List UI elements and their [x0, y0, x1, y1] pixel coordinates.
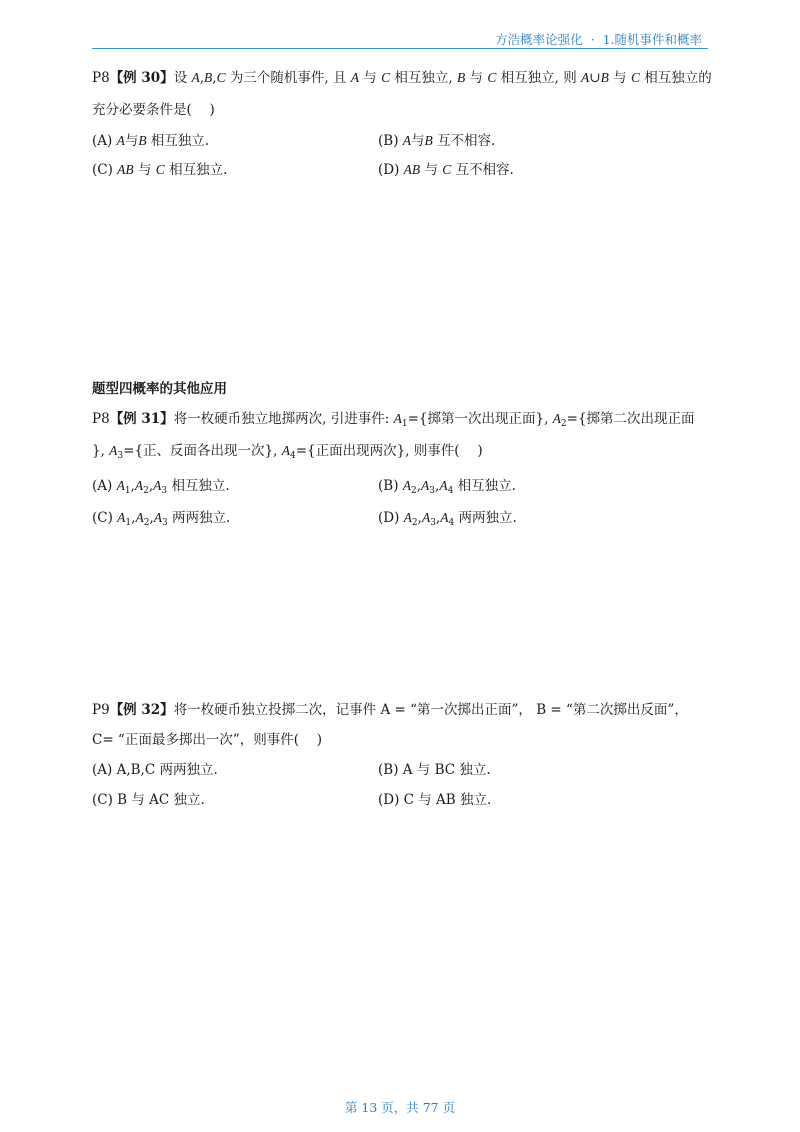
- option-var: A: [117, 510, 126, 525]
- option-text: 与: [411, 133, 425, 149]
- q31-var: A: [552, 411, 561, 426]
- q32-text: 将一枚硬币独立投掷二次，记事件 A = “第一次掷出正面”， B = “第二次掷出反面”，: [173, 702, 688, 718]
- q30-var: B: [600, 70, 609, 85]
- q30-t: 相互独立,: [390, 70, 457, 86]
- option-sub: 4: [448, 518, 455, 528]
- q31-var: A: [109, 443, 118, 458]
- page-header: [92, 28, 708, 49]
- option-text: 与: [124, 133, 139, 149]
- option-var: A: [134, 478, 144, 493]
- q30-var: C: [630, 70, 640, 85]
- header-separator: ·: [590, 32, 595, 47]
- q32-option-b[interactable]: (B) A 与 BC 独立.: [378, 762, 491, 778]
- q30-var: A: [581, 70, 590, 85]
- q30-var: C: [487, 70, 497, 85]
- option-text: 与: [424, 162, 438, 178]
- q31-text: 将一枚硬币独立地掷两次, 引进事件:: [173, 411, 394, 427]
- option-sub: 1: [125, 518, 132, 528]
- q30-t: ,: [212, 70, 217, 86]
- q31-sub: 4: [289, 451, 296, 461]
- q31-text: },: [92, 443, 110, 459]
- option-var: A: [116, 133, 125, 148]
- option-var: A: [116, 478, 125, 493]
- q30-var: A: [191, 70, 200, 85]
- option-var: B: [138, 133, 147, 148]
- q31-line2: [92, 441, 483, 466]
- option-var: C: [155, 162, 165, 177]
- q31-option-c[interactable]: (C) $A_1,A_2,A_3$ 两两独立.: [92, 510, 231, 528]
- header-chapter: 1.随机事件和概率: [602, 32, 702, 47]
- option-sub: 3: [429, 486, 436, 496]
- q30-option-d[interactable]: [378, 160, 514, 180]
- q32-option-c[interactable]: (C) B 与 AC 独立.: [92, 792, 205, 808]
- q32-prefix: P9: [92, 702, 110, 718]
- q30-t: 设: [173, 70, 192, 86]
- q30-t: 相互独立的: [639, 70, 712, 86]
- option-sub: 2: [411, 486, 417, 496]
- option-label: (C): [92, 162, 113, 178]
- option-var: A: [421, 478, 430, 493]
- q30-t: 与: [359, 70, 382, 86]
- option-text: 两两独立.: [458, 510, 517, 526]
- q31-text: ={掷第二次出现正面: [566, 411, 695, 427]
- q30-union: ∪: [589, 70, 601, 86]
- q31-tag: 【例 31】: [109, 411, 174, 427]
- q30-var: B: [204, 70, 213, 85]
- q31-text: ={掷第一次出现正面},: [407, 411, 553, 427]
- q30-line1: [92, 68, 712, 88]
- option-text: 相互独立.: [457, 478, 516, 494]
- q31-option-b[interactable]: (B) $A_2,A_3,A_4$ 相互独立.: [378, 478, 516, 496]
- option-text: 两两独立.: [172, 510, 231, 526]
- q31-var: A: [393, 411, 402, 426]
- option-sub: 3: [161, 518, 168, 528]
- q31-text: ={正面出现两次}, 则事件( ): [295, 443, 483, 459]
- q32-tag: 【例 32】: [109, 702, 174, 718]
- section-title: 题型四概率的其他应用: [92, 381, 227, 397]
- q30-t: 为三个随机事件, 且: [225, 70, 351, 86]
- option-label: (D): [378, 162, 400, 178]
- q30-line2: 充分必要条件是( ): [92, 102, 215, 118]
- option-text: 相互独立.: [169, 162, 228, 178]
- q30-prefix: P8: [92, 70, 110, 86]
- q31-var: A: [281, 443, 290, 458]
- option-var: A: [439, 478, 448, 493]
- q31-prefix: P8: [92, 411, 110, 427]
- q31-option-d[interactable]: (D) $A_2,A_3,A_4$ 两两独立.: [378, 510, 517, 528]
- option-var: AB: [403, 162, 421, 177]
- q31-line1: [92, 409, 695, 434]
- q30-t: 与: [608, 70, 631, 86]
- option-label: (D): [378, 510, 400, 526]
- q30-t: 与: [465, 70, 488, 86]
- q31-option-a[interactable]: (A) $A_1,A_2,A_3$ 相互独立.: [92, 478, 230, 496]
- option-label: (B): [378, 133, 399, 149]
- page-footer: 第 13 页，共 77 页: [344, 1100, 456, 1115]
- q30-var: C: [216, 70, 226, 85]
- option-sub: 4: [447, 486, 454, 496]
- option-text: 互不相容.: [437, 133, 496, 149]
- q30-tag: 【例 30】: [109, 70, 174, 86]
- q31-text: ={正、反面各出现一次},: [123, 443, 282, 459]
- option-var: A: [402, 478, 412, 493]
- option-var: A: [440, 510, 449, 525]
- q31-sub: 1: [401, 419, 408, 429]
- q32-line2: C= “正面最多掷出一次”，则事件( ): [92, 732, 323, 748]
- option-var: B: [424, 133, 433, 148]
- option-label: (A): [92, 133, 113, 149]
- option-label: (C): [92, 510, 113, 526]
- option-sub: 3: [430, 518, 436, 528]
- q31-sub: 3: [117, 451, 124, 461]
- option-var: A: [421, 510, 431, 525]
- option-var: A: [153, 510, 162, 525]
- option-sub: 2: [411, 518, 418, 528]
- option-sub: 2: [143, 518, 150, 528]
- q31-sub: 2: [560, 419, 567, 429]
- option-var: C: [442, 162, 452, 177]
- header-text: [495, 30, 702, 48]
- q30-option-a[interactable]: [92, 131, 209, 151]
- option-var: A: [135, 510, 144, 525]
- q32-line1: [92, 700, 688, 720]
- option-text: 互不相容.: [455, 162, 514, 178]
- q30-option-b[interactable]: [378, 131, 495, 151]
- option-text: 与: [137, 162, 152, 178]
- q30-t: ,: [199, 70, 205, 86]
- q30-var: C: [381, 70, 391, 85]
- q30-option-c[interactable]: [92, 160, 227, 180]
- option-text: 相互独立.: [150, 133, 210, 149]
- option-var: A: [153, 478, 162, 493]
- q30-var: A: [350, 70, 360, 85]
- option-var: A: [402, 133, 412, 148]
- option-text: 相互独立.: [171, 478, 230, 494]
- header-book: 方浩概率论强化: [495, 32, 583, 47]
- q32-option-a[interactable]: (A) A,B,C 两两独立.: [92, 762, 218, 778]
- option-sub: 1: [124, 486, 131, 496]
- option-label: (A): [92, 478, 113, 494]
- q32-option-d[interactable]: (D) C 与 AB 独立.: [378, 792, 492, 808]
- option-sub: 3: [161, 486, 168, 496]
- q30-t: 相互独立, 则: [496, 70, 582, 86]
- option-label: (B): [378, 478, 399, 494]
- q30-var: B: [457, 70, 466, 85]
- option-var: A: [403, 510, 412, 525]
- option-sub: 2: [143, 486, 149, 496]
- option-var: AB: [117, 162, 134, 177]
